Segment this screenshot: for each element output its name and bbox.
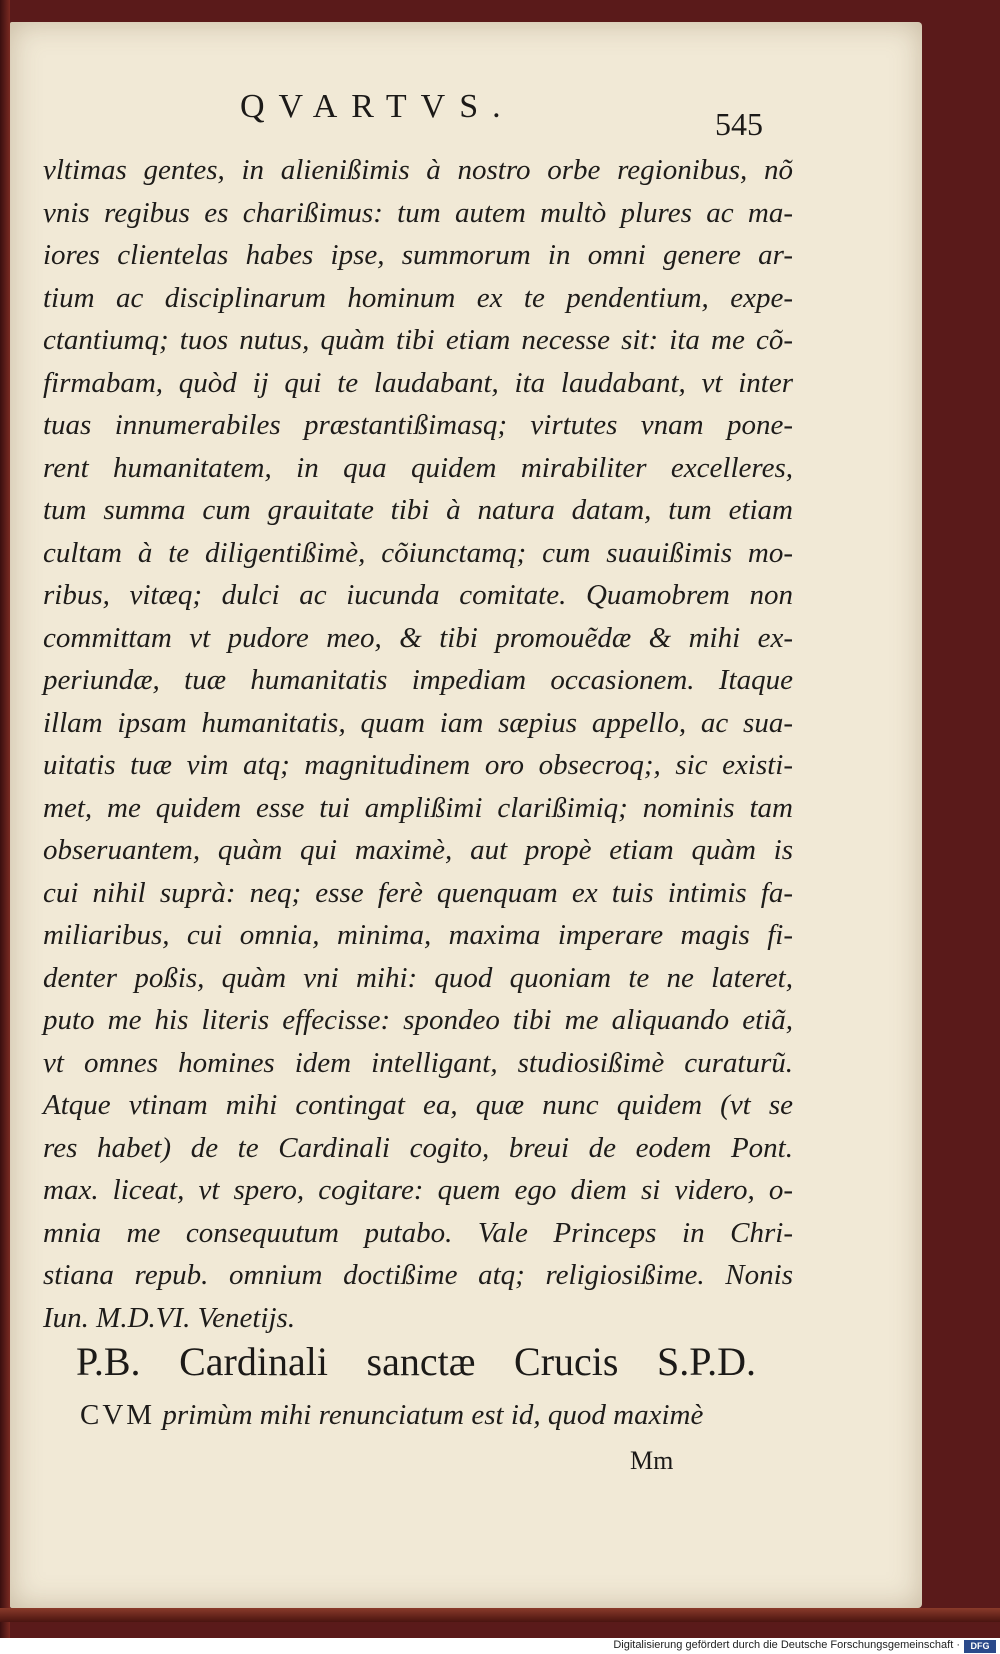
text-line: firmabam, quòd ij qui te laudabant, ita laudabant, vt inter [43,366,793,399]
text-line: ribus, vitæq; dulci ac iucunda comitate. Quamobrem non [43,579,793,611]
text-line: committam vt pudore meo, & tibi promouẽdæ & mihi ex- [43,621,793,654]
text-line: ctantiumq; tuos nutus, quàm tibi etiam necesse sit: ita me cõ- [43,324,793,356]
text-line: rent humanitatem, in qua quidem mirabiliter excelleres, [43,451,793,484]
text-line: vltimas gentes, in alienißimis à nostro orbe regionibus, nõ [43,154,793,186]
text-line: met, me quidem esse tui amplißimi clarißimiq; nominis tam [43,791,793,824]
text-line: vnis regibus es charißimus: tum autem multò plures ac ma- [43,196,793,229]
text-line: iores clientelas habes ipse, summorum in omni genere ar- [43,239,793,271]
page-bottom-edge [0,1608,1000,1622]
body-text [43,149,793,1339]
text-line: periundæ, tuæ humanitatis impediam occasionem. Itaque [43,664,793,696]
opening-text: primùm mihi renunciatum est id, quod maximè [162,1399,704,1431]
binding-edge [0,0,10,1638]
page-number: 545 [715,106,763,142]
text-line: vt omnes homines idem intelligant, studiosißimè curaturũ. [43,1046,793,1079]
text-line: uitatis tuæ vim atq; magnitudinem oro obsecroq;, sic existi- [43,749,793,781]
text-line: stiana repub. omnium doctißime atq; religiosißime. Nonis [43,1259,793,1291]
text-line: mnia me consequutum putabo. Vale Princeps in Chri- [43,1216,793,1249]
text-line: res habet) de te Cardinali cogito, breui de eodem Pont. [43,1131,793,1164]
text-line: tium ac disciplinarum hominum ex te pendentium, expe- [43,281,793,314]
opening-capitals: CVM [80,1399,156,1431]
text-line: Atque vtinam mihi contingat ea, quæ nunc quidem (vt se [43,1089,793,1121]
text-line: Iun. M.D.VI. Venetijs. [43,1301,296,1334]
letter-heading: P.B. Cardinali sanctæ Crucis S.P.D. [76,1339,756,1384]
dfg-logo: DFG [964,1640,996,1653]
text-line: denter poßis, quàm vni mihi: quod quoniam te ne lateret, [43,961,793,994]
signature-mark: Mm [630,1446,674,1475]
text-line: obseruantem, quàm qui maximè, aut propè etiam quàm is [43,834,793,866]
running-head: QVARTVS. [240,88,515,125]
text-line: cultam à te diligentißimè, cõiunctamq; cum suauißimis mo- [43,536,793,569]
letter-opening [80,1399,786,1432]
text-line: cui nihil suprà: neq; esse ferè quenquam ex tuis intimis fa- [43,876,793,909]
text-line: max. liceat, vt spero, cogitare: quem ego diem si videro, o- [43,1174,793,1206]
text-line: tuas innumerabiles præstantißimasq; virtutes vnam pone- [43,409,793,441]
text-line: miliaribus, cui omnia, minima, maxima imperare magis fi- [43,919,793,951]
text-line: tum summa cum grauitate tibi à natura datam, tum etiam [43,494,793,526]
footer-credit: Digitalisierung gefördert durch die Deutsche Forschungsgemeinschaft · [613,1639,960,1651]
text-line: puto me his literis effecisse: spondeo tibi me aliquando etiã, [43,1004,793,1036]
book-page [10,22,922,1608]
text-line: illam ipsam humanitatis, quam iam sæpius appello, ac sua- [43,706,793,739]
